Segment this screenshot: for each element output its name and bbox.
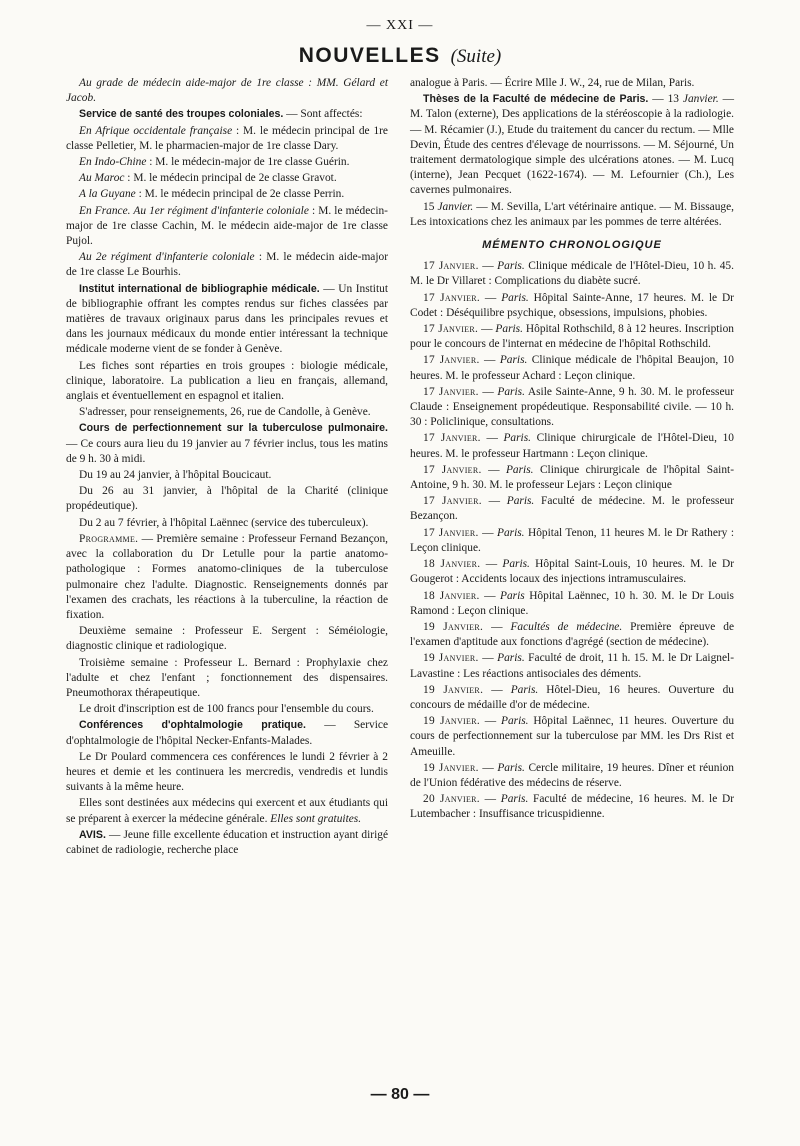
memento-entry: 17 Janvier. — Paris. Faculté de médecine. M. le professeur Bezançon. [410,495,734,523]
event-date: 19 Janvier. [423,652,479,665]
event-text: Hôpital Tenon, 11 heures M. le Dr Rathery : Leçon clinique. [410,526,734,554]
event-text: Clinique médicale de l'Hôtel-Dieu, 10 h. 45. M. le Dr Villaret : Complications du diabète sucré. [410,260,734,288]
event-date: 17 Janvier. [423,323,479,336]
event-text: Première épreuve de l'examen d'aptitude aux fonctions d'agrégé (section de médecine). [410,620,734,649]
paragraph: Programme. — Première semaine : Professeur Fernand Bezançon, avec la collaboration du Dr Letulle pour la partie anatomo-pathologique : Formes anatomo-cliniques de la tuberculose pulmonaire chez l'adulte. Diagnostic. Renseignements donnés par l'examen des crachats, les réactions à la tuberculine, la réaction de fixation. [66,532,388,621]
memento-entry: 17 Janvier. — Paris. Hôpital Rothschild, 8 à 12 heures. Inscription pour le concours de l'internat en médecine de l'hôpital Rothschild. [410,323,734,351]
event-place: Paris. [505,463,534,476]
event-text: Clinique chirurgicale de l'hôpital Saint-Antoine, 9 h. 30. M. le professeur Lejars : Leçon clinique [410,463,735,492]
event-place: Paris. [500,793,529,806]
memento-entry: 19 Janvier. — Paris. Hôpital Laënnec, 11 heures. Ouverture du cours de perfectionnement sur la tuberculose par MM. les Drs Rist et Ameuille. [410,715,735,758]
paragraph: Service de santé des troupes coloniales. — Sont affectés: [79,108,363,121]
event-text: Clinique médicale de l'hôpital Beaujon, 10 heures. M. le professeur Achard : Leçon clinique. [410,354,734,382]
event-place: Paris. [501,291,529,304]
title-main: NOUVELLES [298,44,441,67]
section-heading: Conférences d'ophtalmologie pratique. [79,719,306,732]
event-place: Paris. [503,432,531,445]
event-text: Cercle militaire, 19 heures. Dîner et réunion de l'Union fédérative des médecins de réserve. [410,761,735,789]
paragraph: Cours de perfectionnement sur la tuberculose pulmonaire. — Ce cours aura lieu du 19 janvier au 7 février inclus, tous les matins de 9 h. 30 à midi. [66,422,388,465]
paragraph: Troisième semaine : Professeur L. Bernard : Prophylaxie chez l'adulte et chez l'enfant ; fonctionnement des dispensaires. Pneumothorax thérapeutique. [66,656,388,699]
left-column [66,76,388,859]
memento-entry: 17 Janvier. — Paris. Clinique chirurgicale de l'Hôtel-Dieu, 10 heures. M. le professeur Hartmann : Leçon clinique. [410,432,734,460]
memento-entry: 19 Janvier. — Paris. Cercle militaire, 19 heures. Dîner et réunion de l'Union fédérative des médecins de réserve. [410,761,735,789]
event-date: 17 Janvier. [423,432,481,445]
event-place: Paris. [497,761,525,774]
event-text: Hôpital Sainte-Anne, 17 heures. M. le Dr Codet : Déséquilibre psychique, obsessions, impulsions, phobies. [410,291,734,319]
event-date: 19 Janvier. [423,620,484,633]
event-place: Paris. [501,715,529,728]
event-date: 17 Janvier. [423,260,479,273]
paragraph: Elles sont destinées aux médecins qui exercent et aux étudiants qui se préparent à exercer la médecine générale. Elles sont gratuites. [66,797,388,825]
page-number: — 80 — [370,1086,430,1103]
event-date: 20 Janvier. [423,793,480,806]
paragraph: Deuxième semaine : Professeur E. Sergent : Séméiologie, diagnostic clinique et radiologique. [66,625,388,653]
paragraph: Le Dr Poulard commencera ces conférences le lundi 2 février à 2 heures et demie et les continuera les mercredis, vendredis et lundis suivants à la même heure. [66,750,388,794]
event-date: 18 Janvier. [423,589,480,602]
paragraph: Du 19 au 24 janvier, à l'hôpital Boucicaut. [79,469,272,482]
memento-entry: 17 Janvier. — Paris. Clinique médicale de l'Hôtel-Dieu, 10 h. 45. M. le Dr Villaret : Complications du diabète sucré. [410,260,734,288]
memento-heading: MÉMENTO CHRONOLOGIQUE [482,239,662,252]
paragraph: En France. Au 1er régiment d'infanterie coloniale : M. le médecin-major de 1re classe Cachin, M. le médecin aide-major de 1re classe Pujol. [66,204,388,248]
event-place: Paris. [499,354,528,367]
paragraph: Au grade de médecin aide-major de 1re classe : MM. Gélard et Jacob. [66,77,388,105]
section-heading: Institut international de bibliographie médicale. [79,282,320,295]
event-text: Faculté de droit, 11 h. 15. M. le Dr Laignel-Lavastine : Les réactions antisociales des déments. [410,652,734,680]
event-text: Clinique chirurgicale de l'Hôtel-Dieu, 10 heures. M. le professeur Hartmann : Leçon clinique. [410,432,734,460]
event-place: Paris. [497,526,525,539]
event-date: 17 Janvier. [423,526,479,539]
memento-entry: 19 Janvier. — Facultés de médecine. Première épreuve de l'examen d'aptitude aux fonctions d'agrégé (section de médecine). [410,620,734,649]
section-heading: Thèses de la Faculté de médecine de Paris. [423,93,649,106]
event-date: 17 Janvier. [423,385,479,398]
event-place: Paris. [510,683,539,696]
event-place: Paris [500,589,525,602]
paragraph: Au Maroc : M. le médecin principal de 2e classe Gravot. [79,172,337,185]
paragraph: Le droit d'inscription est de 100 francs pour l'ensemble du cours. [79,703,374,716]
paragraph: En Afrique occidentale française : M. le médecin principal de 1re classe Pelletier, M. le pharmacien-major de 1re classe Dary. [66,124,388,152]
memento-entry: 19 Janvier. — Paris. Hôtel-Dieu, 16 heures. Ouverture du concours de médaille d'or de médecine. [410,683,734,711]
right-column [410,76,734,824]
memento-entry: 18 Janvier. — Paris. Hôpital Saint-Louis, 10 heures. M. le Dr Gougerot : Accidents locaux des injections intramusculaires. [410,558,734,586]
paragraph: A la Guyane : M. le médecin principal de 2e classe Perrin. [79,188,345,201]
event-place: Paris. [497,260,525,273]
event-place: Paris. [506,495,535,508]
event-text: Faculté de médecine, 16 heures. M. le Dr Lutembacher : Insuffisance tricuspidienne. [410,793,735,821]
event-text: Hôpital Saint-Louis, 10 heures. M. le Dr Gougerot : Accidents locaux des injections intramusculaires. [410,558,734,586]
paragraph: AVIS. — Jeune fille excellente éducation et instruction ayant dirigé cabinet de radiologie, recherche place [66,828,388,856]
paragraph: Institut international de bibliographie médicale. — Un Institut de bibliographie offrant les comptes rendus sur fiches classées par matières de travaux originaux parus dans les principales revues et dans les journaux médicaux du monde entier intéressant la technique médicale moderne vient de se fonder à Genève. [66,282,388,356]
paragraph: 15 Janvier. — M. Sevilla, L'art vétérinaire antique. — M. Bissauge, Les intoxications chez les animaux par les pommes de terre altérées. [410,200,734,228]
memento-entry: 20 Janvier. — Paris. Faculté de médecine, 16 heures. M. le Dr Lutembacher : Insuffisance tricuspidienne. [410,793,735,821]
memento-entry: 17 Janvier. — Paris. Asile Sainte-Anne, 9 h. 30. M. le professeur Claude : Enseignement propédeutique. Responsabilité civile. — 10 h. 30 : Policlinique, consultations. [410,385,734,429]
event-text: Hôtel-Dieu, 16 heures. Ouverture du concours de médaille d'or de médecine. [410,683,734,711]
event-date: 18 Janvier. [423,558,481,571]
paragraph: S'adresser, pour renseignements, 26, rue de Candolle, à Genève. [79,406,371,419]
event-text: Hôpital Laënnec, 11 heures. Ouverture du cours de perfectionnement sur la tuberculose par MM. les Drs Rist et Ameuille. [410,715,735,758]
event-place: Paris. [495,323,523,336]
paragraph: Du 2 au 7 février, à l'hôpital Laënnec (service des tuberculeux). [79,516,369,529]
event-text: Asile Sainte-Anne, 9 h. 30. M. le professeur Claude : Enseignement propédeutique. Responsabilité civile. — 10 h. 30 : Policlinique, consultations. [410,385,734,429]
event-place: Facultés de médecine. [510,620,623,633]
event-place: Paris. [502,558,530,571]
paragraph: Du 26 au 31 janvier, à l'hôpital de la Charité (clinique propédeutique). [66,485,388,513]
paragraph: analogue à Paris. — Écrire Mlle J. W., 24, rue de Milan, Paris. [410,77,695,89]
paragraph: Thèses de la Faculté de médecine de Paris. — 13 Janvier. — M. Talon (externe), Des applications de la stéréoscopie à la radiologie. — M. Récamier (J.), Etude du traitement du cancer du rectum. — Mlle Devin, Étude des centres d'élevage de nourrissons. — M. Séjourné, Un traitement dermatologique simple des ulcérations atones. — M. Lucq (interne), Jean Pecquet (1622-1674). — M. Lefournier (Ch.), Les cavernes pulmonaires. [410,93,734,197]
section-title [0,44,800,68]
event-date: 17 Janvier. [423,495,482,508]
event-place: Paris. [497,652,525,665]
event-date: 19 Janvier. [423,683,484,696]
title-suite: (Suite) [450,46,502,67]
event-date: 19 Janvier. [423,761,479,774]
event-text: Faculté de médecine. M. le professeur Bezançon. [410,495,734,523]
page-folio: — XXI — [366,18,434,33]
section-heading: Cours de perfectionnement sur la tuberculose pulmonaire. [79,422,388,435]
event-date: 17 Janvier. [423,463,482,476]
memento-entry: 17 Janvier. — Paris. Hôpital Sainte-Anne, 17 heures. M. le Dr Codet : Déséquilibre psychique, obsessions, impulsions, phobies. [410,291,734,319]
memento-entry: 17 Janvier. — Paris. Hôpital Tenon, 11 heures M. le Dr Rathery : Leçon clinique. [410,526,734,554]
paragraph: Les fiches sont réparties en trois groupes : biologie médicale, clinique, laboratoire. La publication a lieu en français, allemand, anglais et éventuellement en espagnol et italien. [66,359,388,403]
memento-entry: 17 Janvier. — Paris. Clinique médicale de l'hôpital Beaujon, 10 heures. M. le professeur Achard : Leçon clinique. [410,354,734,382]
paragraph: Conférences d'ophtalmologie pratique. — Service d'ophtalmologie de l'hôpital Necker-Enfants-Malades. [66,719,388,747]
event-text: Hôpital Laënnec, 10 h. 30. M. le Dr Louis Ramond : Leçon clinique. [410,589,734,617]
event-list [410,259,734,822]
event-place: Paris. [497,385,525,398]
section-heading: Service de santé des troupes coloniales. [79,108,284,121]
paragraph: En Indo-Chine : M. le médecin-major de 1re classe Guérin. [79,156,350,169]
event-date: 17 Janvier. [423,291,481,304]
event-date: 19 Janvier. [423,715,480,728]
section-heading: AVIS. [79,828,106,841]
memento-entry: 18 Janvier. — Paris Hôpital Laënnec, 10 h. 30. M. le Dr Louis Ramond : Leçon clinique. [410,589,734,617]
memento-entry: 17 Janvier. — Paris. Clinique chirurgicale de l'hôpital Saint-Antoine, 9 h. 30. M. le professeur Lejars : Leçon clinique [410,463,735,492]
memento-entry: 19 Janvier. — Paris. Faculté de droit, 11 h. 15. M. le Dr Laignel-Lavastine : Les réactions antisociales des déments. [410,652,734,680]
event-date: 17 Janvier. [423,354,480,367]
paragraph: Au 2e régiment d'infanterie coloniale : M. le médecin aide-major de 1re classe Le Bourhis. [66,251,389,279]
event-text: Hôpital Rothschild, 8 à 12 heures. Inscription pour le concours de l'internat en médecine de l'hôpital Rothschild. [410,323,734,351]
